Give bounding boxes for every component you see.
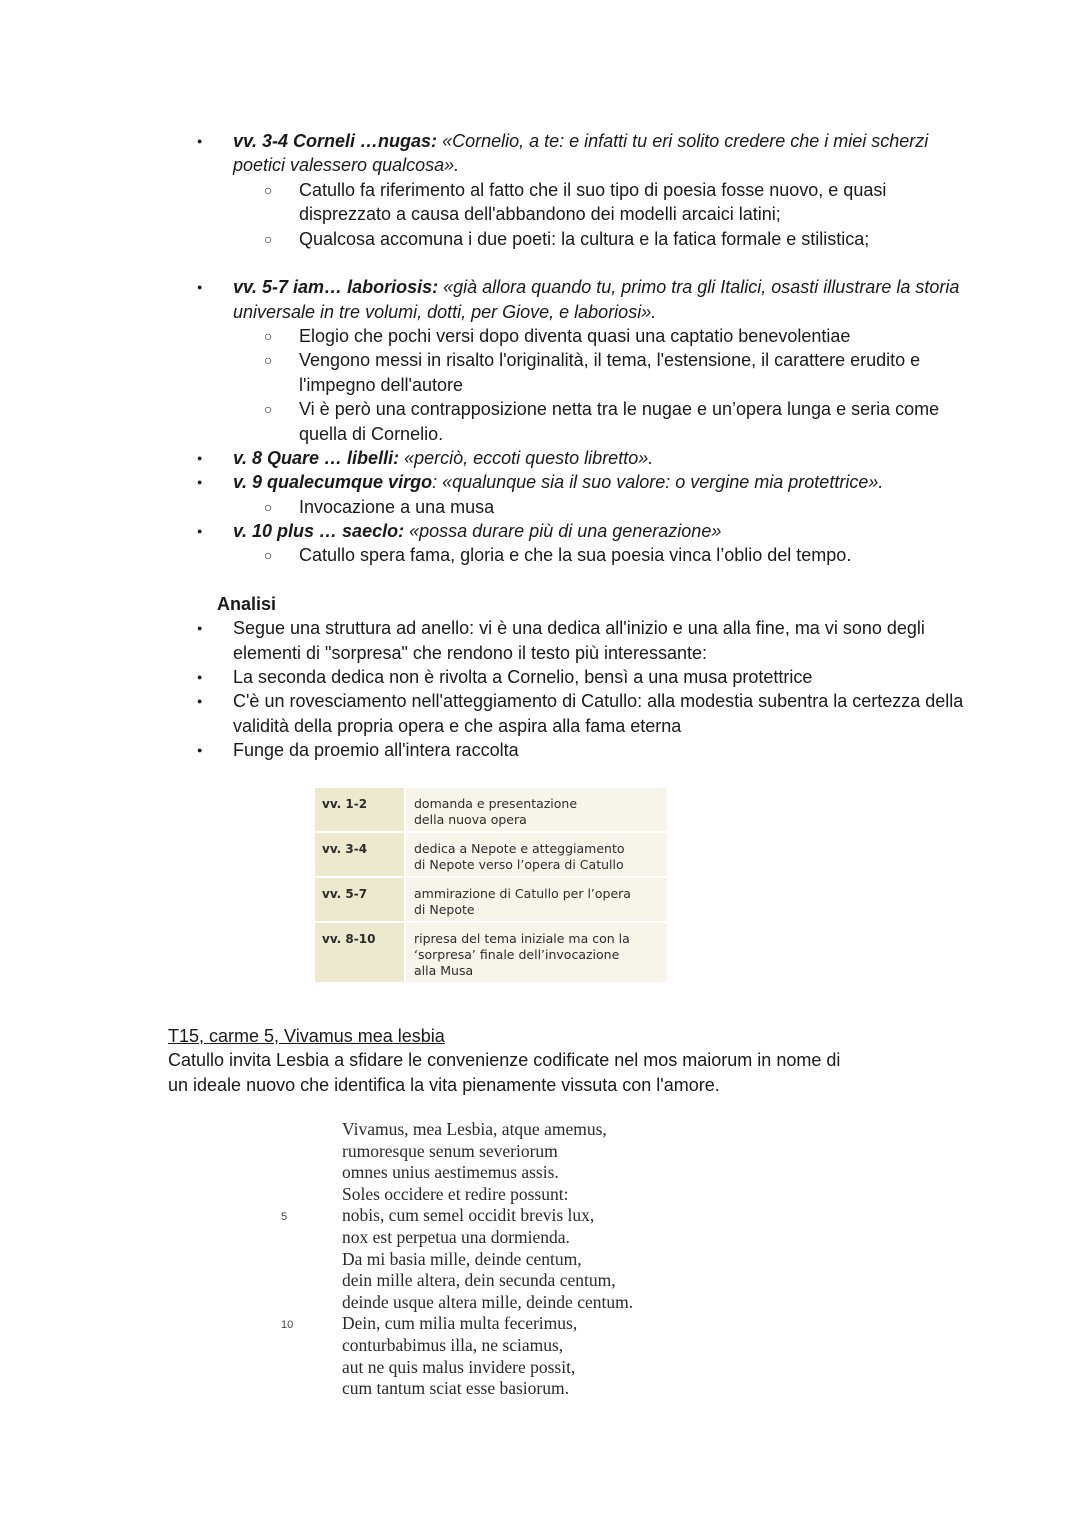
poem-line: nobis, cum semel occidit brevis lux, (342, 1205, 595, 1226)
section-title: T15, carme 5, Vivamus mea lesbia (168, 1026, 445, 1046)
bullet-text (233, 470, 883, 495)
table-value-line: di Nepote (414, 902, 475, 917)
table-key: vv. 1-2 (315, 788, 405, 832)
table-value (405, 877, 667, 922)
sub-bullet (264, 495, 272, 521)
sub-text: quella di Cornelio. (299, 424, 444, 444)
analysis-heading: Analisi (217, 594, 277, 614)
sub-bullet (264, 178, 272, 204)
sub-bullet (264, 324, 272, 350)
sub-text: Catullo spera fama, gloria e che la sua poesia vinca l’oblio del tempo. (299, 545, 852, 565)
verse-ref: vv. 3-4 Corneli …nugas: (233, 131, 438, 151)
poem-line: aut ne quis malus invidere possit, (342, 1356, 576, 1377)
section-intro: un ideale nuovo che identifica la vita pienamente vissuta con l'amore. (168, 1075, 720, 1095)
section-intro: Catullo invita Lesbia a sfidare le convenienze codificate nel mos maiorum in nome di (168, 1050, 841, 1070)
verse-quote-cont: universale in tre volumi, dotti, per Giove, e laboriosi». (233, 302, 657, 322)
verse-ref: v. 9 qualecumque virgo (233, 472, 433, 492)
bullet-text (233, 519, 721, 544)
poem-line: Vivamus, mea Lesbia, atque amemus, (342, 1119, 607, 1139)
poem-line: Da mi basia mille, deinde centum, (342, 1248, 582, 1269)
analysis-text: Segue una struttura ad anello: vi è una dedica all'inizio e una alla fine, ma vi sono degli (233, 618, 925, 638)
sub-text: disprezzato a causa dell'abbandono dei modelli arcaici latini; (299, 204, 781, 224)
analysis-text: Funge da proemio all'intera raccolta (233, 740, 519, 760)
poem-line: nox est perpetua una dormienda. (342, 1226, 570, 1247)
sub-text: Vengono messi in risalto l'originalità, il tema, l'estensione, il carattere erudito e (299, 350, 921, 370)
sub-text: Elogio che pochi versi dopo diventa quasi una captatio benevolentiae (299, 326, 851, 346)
analysis-text: La seconda dedica non è rivolta a Cornelio, bensì a una musa protettrice (233, 667, 813, 687)
sub-text: Invocazione a una musa (299, 497, 495, 517)
bullet-item (197, 129, 202, 154)
sub-text: Qualcosa accomuna i due poeti: la cultura e la fatica formale e stilistica; (299, 229, 870, 249)
poem-line: Soles occidere et redire possunt: (342, 1183, 569, 1204)
verse-ref: vv. 5-7 iam… laboriosis: (233, 277, 439, 297)
bullet-item (197, 616, 202, 641)
bullet-text (233, 129, 928, 154)
table-value-line: ripresa del tema iniziale ma con la (414, 931, 630, 946)
verse-quote: «perciò, eccoti questo libretto». (404, 448, 654, 468)
line-number: 5 (281, 1211, 288, 1223)
table-value-line: ammirazione di Catullo per l’opera (414, 886, 631, 901)
poem-line: conturbabimus illa, ne sciamus, (342, 1334, 564, 1355)
verse-quote-cont: poetici valessero qualcosa». (233, 155, 460, 175)
poem-text (342, 1119, 633, 1400)
table-key: vv. 8-10 (315, 922, 405, 983)
table-key: vv. 3-4 (315, 832, 405, 877)
table-value-line: di Nepote verso l’opera di Catullo (414, 857, 624, 872)
table-row (315, 832, 667, 877)
sub-bullet (264, 348, 272, 374)
line-number: 10 (281, 1319, 294, 1331)
bullet-item (197, 470, 202, 495)
sub-bullet (264, 227, 272, 253)
table-row (315, 877, 667, 922)
verse-quote: «già allora quando tu, primo tra gli Italici, osasti illustrare la storia (443, 277, 960, 297)
table-value (405, 788, 667, 832)
table-value-line: domanda e presentazione (414, 796, 578, 811)
sub-bullet (264, 543, 272, 569)
table-value (405, 922, 667, 983)
verse-quote: : «qualunque sia il suo valore: o vergine mia protettrice». (432, 472, 884, 492)
bullet-item (197, 446, 202, 471)
analysis-text: C'è un rovesciamento nell'atteggiamento di Catullo: alla modestia subentra la certezza della (233, 691, 964, 711)
sub-bullet (264, 397, 272, 423)
poem-line: cum tantum sciat esse basiorum. (342, 1378, 569, 1399)
analysis-text: validità della propria opera e che aspira alla fama eterna (233, 716, 682, 736)
poem-line: Dein, cum milia multa fecerimus, (342, 1313, 578, 1334)
verse-quote: «possa durare più di una generazione» (409, 521, 722, 541)
poem-line: omnes unius aestimemus assis. (342, 1162, 559, 1183)
analysis-text: elementi di "sorpresa" che rendono il testo più interessante: (233, 643, 708, 663)
bullet-item (197, 275, 202, 300)
bullet-text (233, 275, 959, 300)
bullet-item (197, 738, 202, 763)
bullet-text (233, 446, 653, 471)
verse-ref: v. 8 Quare … libelli: (233, 448, 400, 468)
bullet-item (197, 519, 202, 544)
table-value-line: della nuova opera (414, 812, 527, 827)
verse-ref: v. 10 plus … saeclo: (233, 521, 405, 541)
table-value-line: dedica a Nepote e atteggiamento (414, 841, 625, 856)
sub-text: l'impegno dell'autore (299, 375, 463, 395)
table-row (315, 788, 667, 832)
table-key: vv. 5-7 (315, 877, 405, 922)
poem-line: rumoresque senum severiorum (342, 1140, 558, 1161)
poem-line: deinde usque altera mille, deinde centum. (342, 1291, 634, 1312)
sub-text: Catullo fa riferimento al fatto che il suo tipo di poesia fosse nuovo, e quasi (299, 180, 887, 200)
table-value-line: ‘sorpresa’ finale dell’invocazione (414, 947, 620, 962)
poem-line: dein mille altera, dein secunda centum, (342, 1270, 616, 1291)
table-row (315, 922, 667, 983)
structure-table (315, 788, 667, 984)
sub-text: Vi è però una contrapposizione netta tra le nugae e un’opera lunga e seria come (299, 399, 940, 419)
bullet-item (197, 665, 202, 690)
verse-quote: «Cornelio, a te: e infatti tu eri solito credere che i miei scherzi (442, 131, 929, 151)
bullet-item (197, 689, 202, 714)
table-value (405, 832, 667, 877)
table-value-line: alla Musa (414, 963, 474, 978)
